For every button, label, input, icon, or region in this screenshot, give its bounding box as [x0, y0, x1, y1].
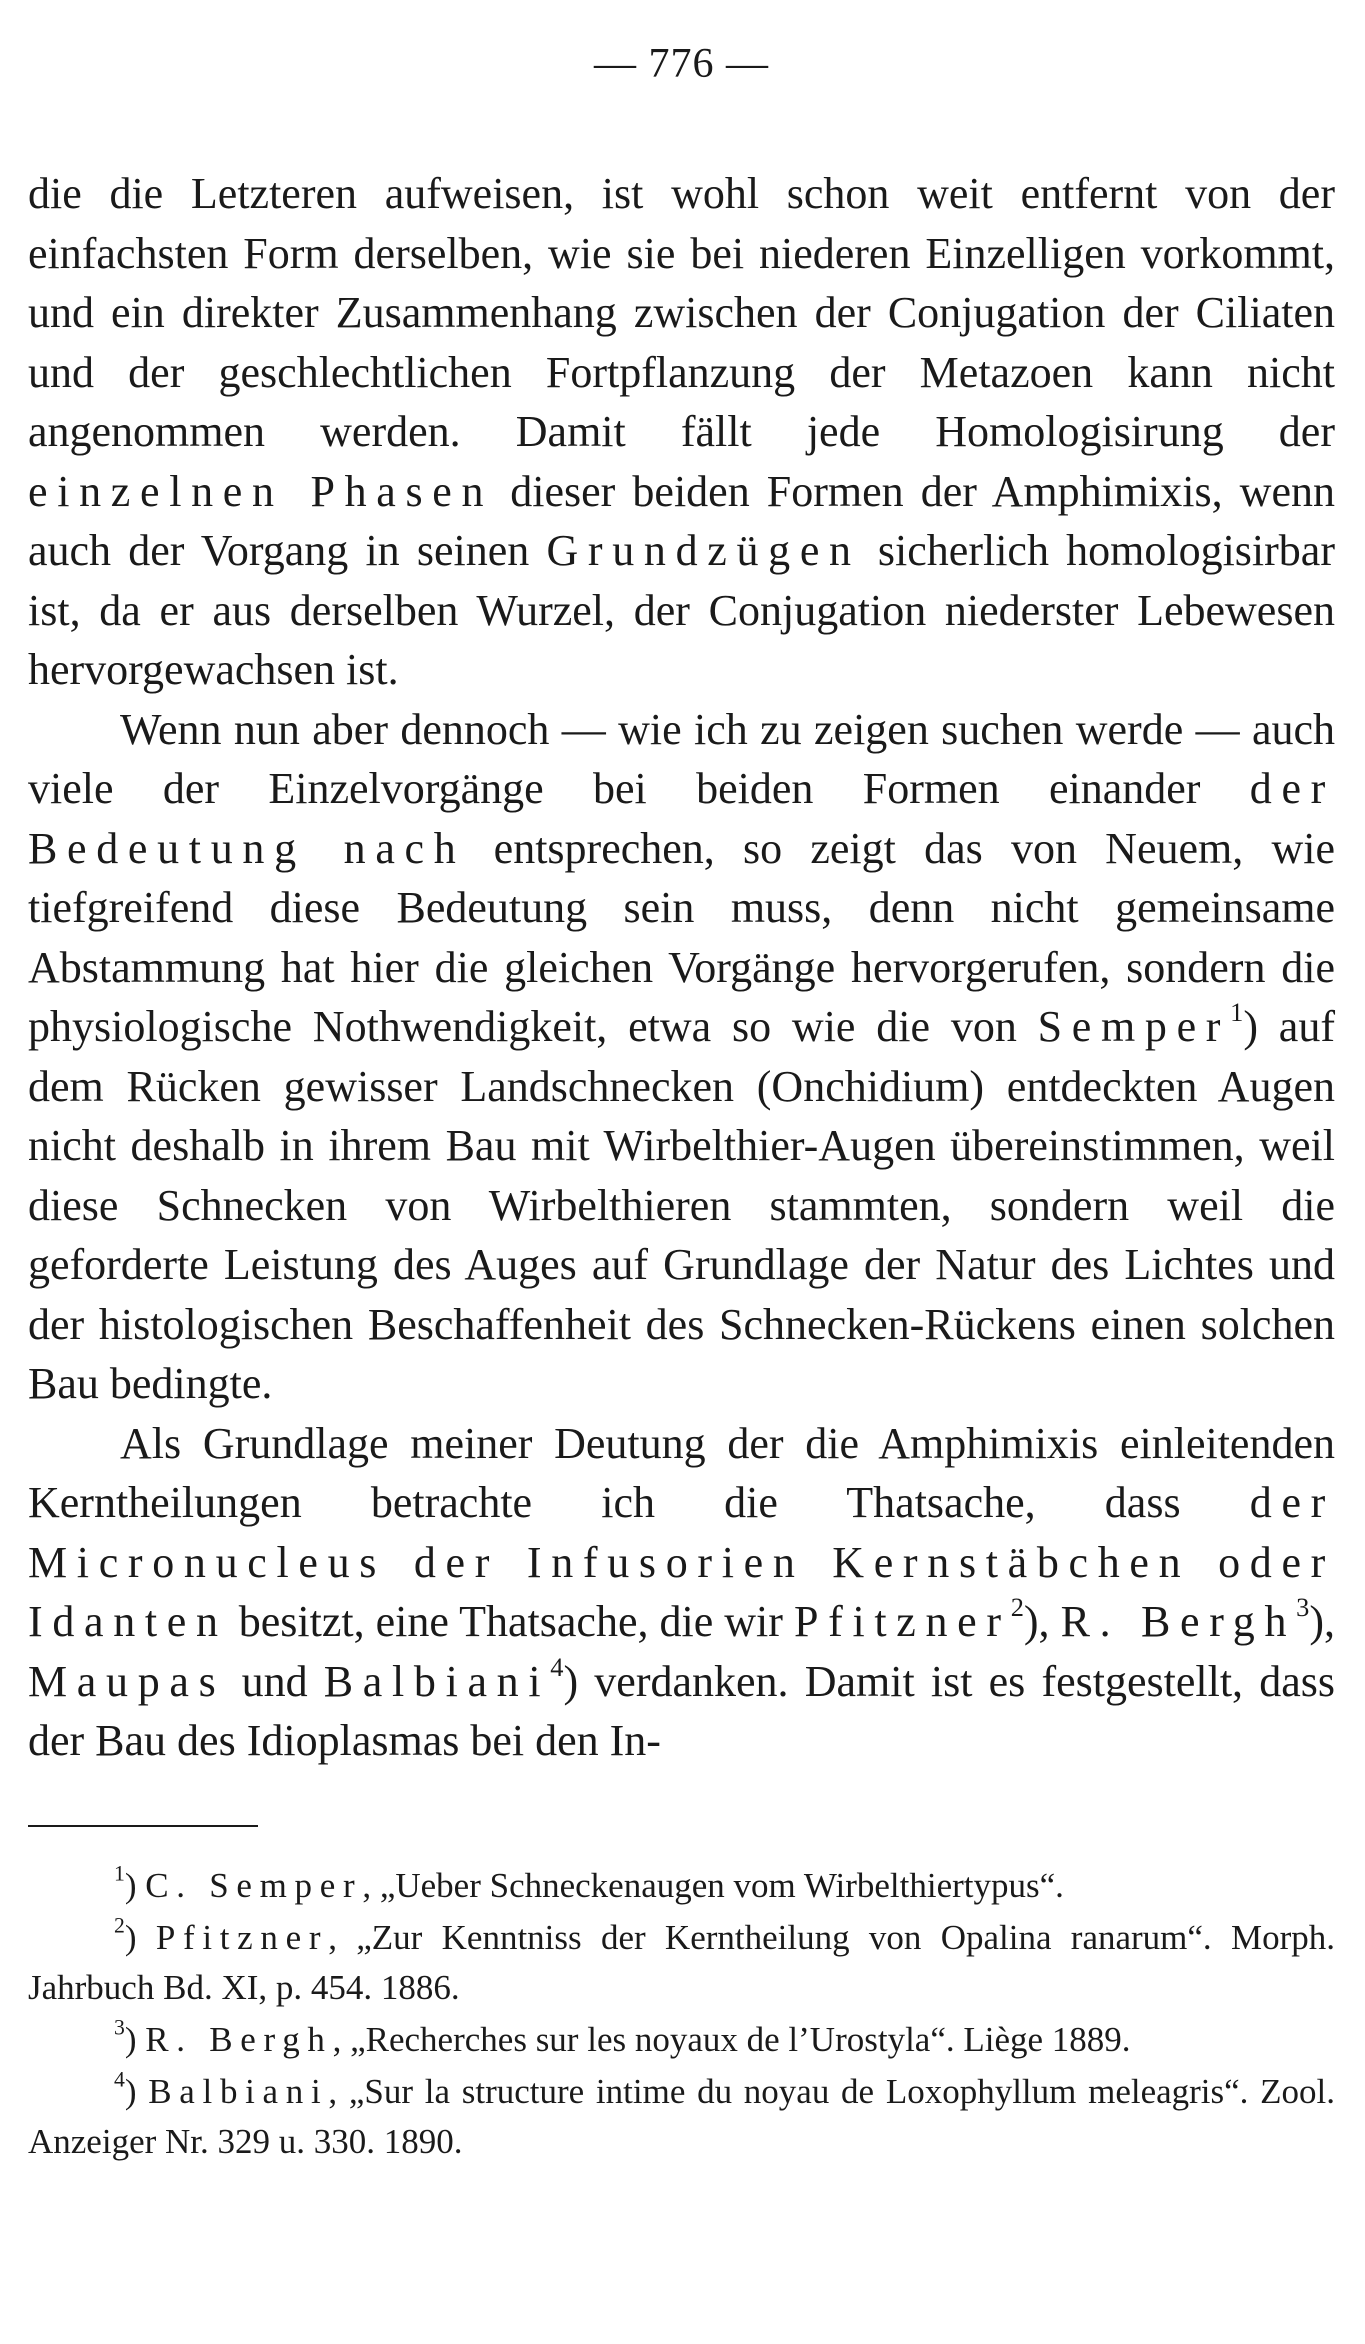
- text-run: die die Letzteren aufweisen, ist wohl schon weit entfernt von der einfachsten Form derselben, wie sie bei niederen Einzelligen vorkommt, und ein direkter Zusammenhang zwischen der Conjugation der Ciliaten und der geschlechtlichen Fortpflanzung der Metazoen kann nicht angenommen werden. Damit fällt jede Homologisirung der: [28, 169, 1335, 456]
- author-name-maupas: Maupas: [28, 1656, 226, 1706]
- spaced-emphasis: der Bedeutung nach: [28, 764, 1335, 873]
- footnote-divider: [28, 1825, 258, 1827]
- author-name-semper: Semper: [1037, 1002, 1231, 1051]
- footnote-mark: 3: [114, 2015, 125, 2040]
- footnote-ref-1[interactable]: 1: [1230, 997, 1244, 1028]
- text-run: Als Grundlage meiner Deutung der die Amphimixis einleitenden Kerntheilungen betrachte ich die Thatsache, dass: [28, 1418, 1335, 1527]
- paragraph-2: [28, 700, 1335, 1414]
- footnote-mark-close: ): [124, 1865, 137, 1905]
- footnote-author: Balbiani: [148, 2071, 329, 2111]
- footnote-mark-close: ): [124, 2019, 137, 2059]
- text-run: dieser beiden Formen der Amphimixis, wenn auch der Vorgang in seinen: [28, 466, 1335, 575]
- footnote-mark-close: ): [124, 1917, 137, 1957]
- footnote-ref-3[interactable]: 3: [1296, 1592, 1310, 1623]
- paragraph-3: [28, 1414, 1335, 1771]
- text-run: ),: [1023, 1597, 1061, 1646]
- footnote-mark: 4: [114, 2067, 125, 2092]
- footnote-author: Pfitzner: [155, 1917, 329, 1957]
- spaced-emphasis: der Micronucleus der Infusorien Kernstäbchen oder Idanten: [28, 1478, 1335, 1646]
- text-run: ),: [1309, 1597, 1336, 1646]
- footnote-text: , „Zur Kenntniss der Kerntheilung von Opalina ranarum“. Morph. Jahrbuch Bd. XI, p. 454. 1886.: [28, 1917, 1336, 2007]
- main-text: [28, 164, 1335, 1771]
- footnote-2: [28, 1913, 1335, 2013]
- footnote-text: , „Ueber Schneckenaugen vom Wirbelthiertypus“.: [362, 1865, 1064, 1905]
- footnote-mark: 1: [114, 1861, 125, 1886]
- footnote-mark-close: ): [124, 2071, 137, 2111]
- footnote-ref-4[interactable]: 4: [550, 1651, 564, 1682]
- text-run: ) auf dem Rücken gewisser Landschnecken (Onchidium) entdeckten Augen nicht deshalb in ihrem Bau mit Wirbelthier-Augen übereinstimmen, weil diese Schnecken von Wirbelthieren stammten, sondern weil die geforderte Leistung des Auges auf Grundlage der Natur des Lichtes und der histologischen Beschaffenheit des Schnecken-Rückens einen solchen Bau bedingte.: [28, 1002, 1335, 1408]
- footnote-1: [28, 1861, 1335, 1911]
- author-name-bergh: R. Bergh: [1060, 1597, 1297, 1646]
- text-run: ) verdanken. Damit ist es festgestellt, dass der Bau des Idioplasmas bei den In-: [28, 1656, 1336, 1765]
- text-run: und: [225, 1656, 324, 1706]
- text-run: Wenn nun aber dennoch — wie ich zu zeigen suchen werde — auch viele der Einzelvorgänge bei beiden Formen einander: [28, 704, 1335, 813]
- page-number: — 776 —: [594, 41, 769, 87]
- footnote-4: [28, 2067, 1335, 2167]
- spaced-emphasis: einzelnen Phasen: [28, 466, 494, 516]
- text-run: entsprechen, so zeigt das von Neuem, wie tiefgreifend diese Bedeutung sein muss, denn nicht gemeinsame Abstammung hat hier die gleichen Vorgänge hervorgerufen, sondern die physiologische Nothwendigkeit, etwa so wie die von: [28, 823, 1335, 1051]
- paragraph-1: [28, 164, 1335, 700]
- footnote-text: , „Sur la structure intime du noyau de Loxophyllum meleagris“. Zool. Anzeiger Nr. 329 u. 330. 1890.: [28, 2071, 1336, 2161]
- footnote-3: [28, 2015, 1335, 2065]
- footnote-author: C. Semper: [145, 1865, 363, 1905]
- footnotes: [28, 1861, 1335, 2167]
- author-name-pfitzner: Pfitzner: [793, 1597, 1011, 1646]
- author-name-balbiani: Balbiani: [323, 1656, 551, 1706]
- footnote-ref-2[interactable]: 2: [1010, 1592, 1024, 1623]
- text-run: sicherlich homologisirbar ist, da er aus derselben Wurzel, der Conjugation niederster Lebewesen hervorgewachsen ist.: [28, 526, 1335, 694]
- footnote-mark: 2: [114, 1913, 125, 1938]
- text-run: besitzt, eine Thatsache, die wir: [227, 1597, 794, 1646]
- footnote-author: R. Bergh: [145, 2019, 333, 2059]
- footnote-text: , „Recherches sur les noyaux de l’Urostyla“. Liège 1889.: [332, 2019, 1131, 2059]
- spaced-emphasis: Grundzügen: [546, 526, 861, 575]
